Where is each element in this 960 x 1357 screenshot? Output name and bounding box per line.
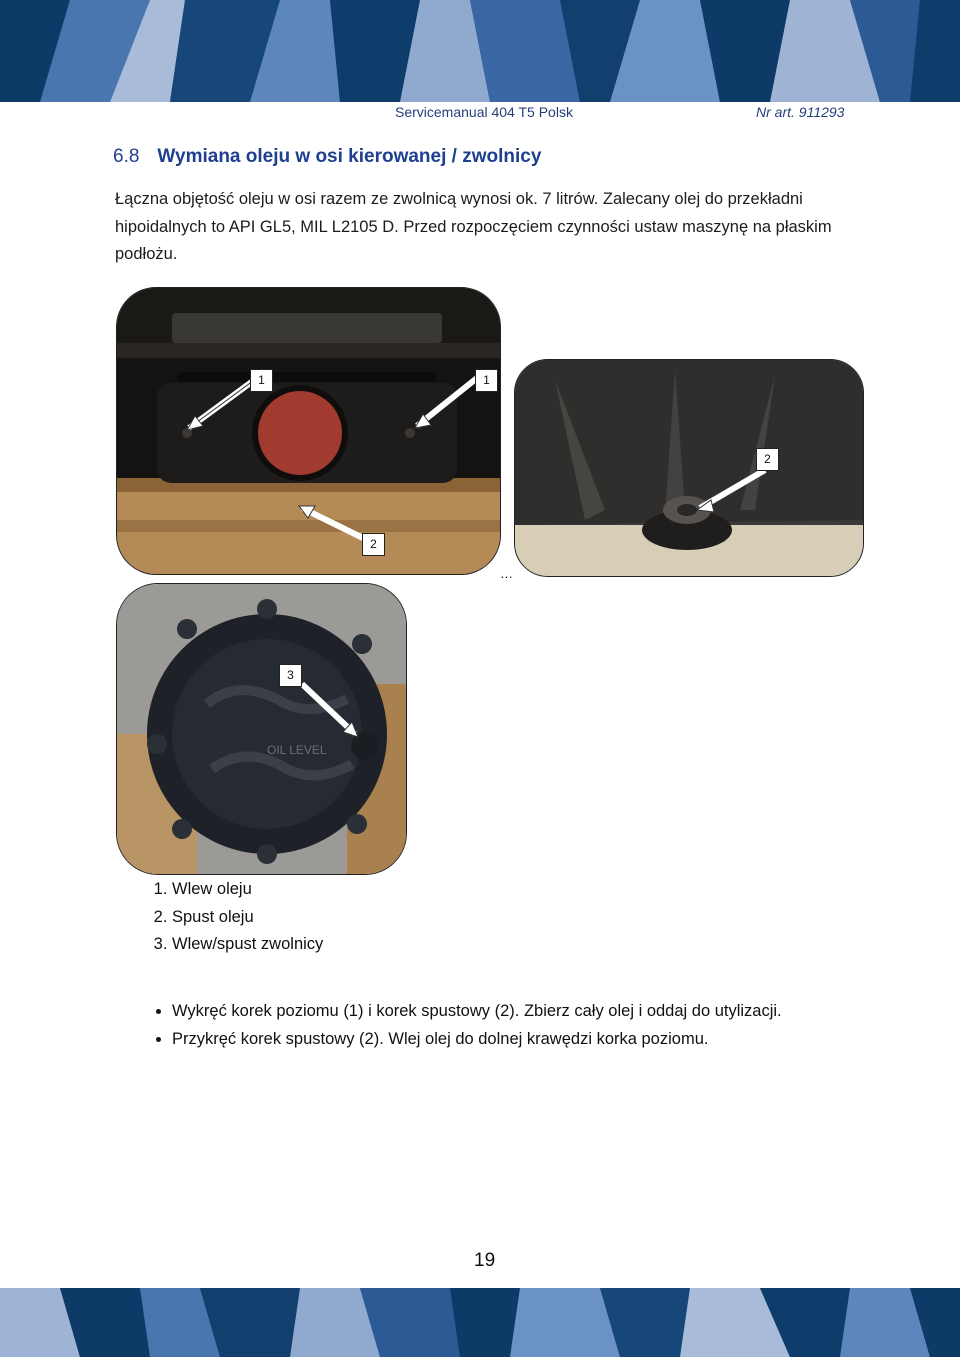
procedure-steps: [142, 997, 782, 1053]
photo3-callout-3: 3: [279, 664, 302, 687]
axle-photo-drain-plug: [514, 359, 864, 577]
step-item: • Wykręć korek poziomu (1) i korek spustowy (2). Zbierz cały olej i oddaj do utylizacji.: [172, 997, 782, 1025]
section-heading: [113, 146, 541, 168]
footer-decorative-band: [0, 1288, 960, 1357]
photo1-callout-1b: 1: [475, 369, 498, 392]
ellipsis-mark: …: [500, 566, 513, 581]
axle-photo-front: [116, 287, 501, 575]
section-title: Wymiana oleju w osi kierowanej / zwolnicy: [157, 146, 542, 167]
hub-reduction-photo: [116, 583, 407, 875]
oil-level-cast-text: OIL LEVEL: [267, 743, 327, 757]
photo-legend: [142, 876, 323, 959]
section-number: 6.8: [113, 146, 140, 167]
legend-item: 1. Wlew oleju: [172, 876, 323, 904]
photo2-callout-2: 2: [756, 448, 779, 471]
header-article-number: Nr art. 911293: [756, 104, 845, 120]
header-decorative-band: [0, 0, 960, 102]
intro-paragraph: Łączna objętość oleju w osi razem ze zwolnicą wynosi ok. 7 litrów. Zalecany olej do przekładni hipoidalnych to API GL5, MIL L2105 D. Przed rozpoczęciem czynności ustaw maszynę na płaskim podłożu.: [115, 190, 832, 263]
photo1-callout-1a: 1: [250, 369, 273, 392]
legend-item: 3. Wlew/spust zwolnicy: [172, 931, 323, 959]
step-item: • Przykręć korek spustowy (2). Wlej olej do dolnej krawędzi korka poziomu.: [172, 1025, 782, 1053]
photo1-callout-2: 2: [362, 533, 385, 556]
page-number: 19: [474, 1250, 496, 1271]
header-title: Servicemanual 404 T5 Polsk: [395, 104, 573, 120]
legend-item: 2. Spust oleju: [172, 904, 323, 932]
